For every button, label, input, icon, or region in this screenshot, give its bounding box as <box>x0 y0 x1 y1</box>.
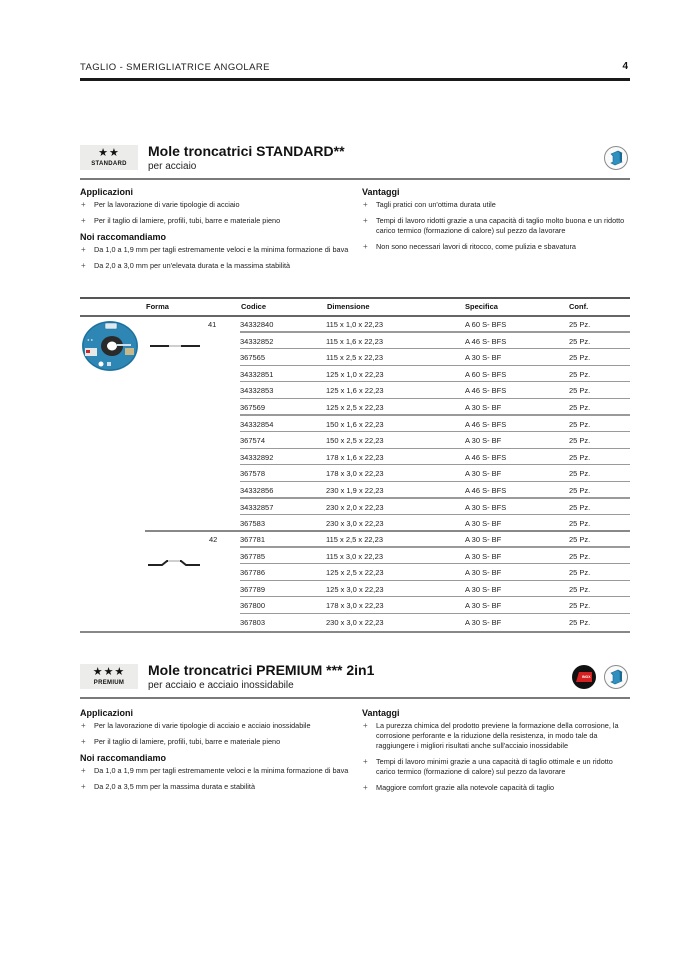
page-number: 4 <box>622 61 628 72</box>
flat-disc-profile-icon <box>150 343 200 349</box>
cell-dimensione: 125 x 1,0 x 22,23 <box>326 369 384 379</box>
section-title: Mole troncatrici STANDARD** <box>148 143 345 159</box>
list-item: + Tempi di lavoro ridotti grazie a una capacità di taglio molto buona e un ridotto carico termico (formazione di calore) sul pezzo da lavorare <box>362 216 630 236</box>
list-item: + Da 2,0 a 3,0 mm per un'elevata durata e la massima stabilità <box>80 261 362 271</box>
cell-specifica: A 30 S- BF <box>465 353 502 363</box>
section-header <box>80 659 630 695</box>
table-row <box>240 614 630 631</box>
cell-dimensione: 115 x 1,0 x 22,23 <box>326 320 383 329</box>
cell-conf: 25 Pz. <box>569 452 591 462</box>
steel-beam-icon <box>604 665 628 689</box>
cell-codice: 34332840 <box>240 320 274 329</box>
cell-dimensione: 150 x 2,5 x 22,23 <box>326 436 384 446</box>
section-subtitle: per acciaio e acciaio inossidabile <box>148 680 294 691</box>
cutting-disc-image <box>81 320 139 372</box>
cell-specifica: A 30 S- BF <box>465 617 502 627</box>
table-group-41 <box>240 316 630 532</box>
cell-conf: 25 Pz. <box>569 369 591 379</box>
cell-codice: 34332852 <box>240 336 274 346</box>
cell-conf: 25 Pz. <box>569 419 591 429</box>
cell-codice: 34332856 <box>240 485 274 495</box>
raccomandiamo-list <box>80 766 362 792</box>
svg-text:★ ★: ★ ★ <box>87 338 94 342</box>
cell-dimensione: 230 x 3,0 x 22,23 <box>326 617 384 627</box>
cell-codice: 367574 <box>240 436 266 446</box>
cell-specifica: A 30 S- BF <box>465 402 502 412</box>
table-row <box>240 531 630 548</box>
cell-dimensione: 230 x 1,9 x 22,23 <box>326 485 384 495</box>
table-row <box>240 382 630 399</box>
applicazioni-list <box>80 721 362 747</box>
cell-dimensione: 230 x 2,0 x 22,23 <box>326 502 384 512</box>
section-rule <box>80 697 630 699</box>
list-item: + Tempi di lavoro minimi grazie a una capacità di taglio ottimale e un ridotto carico termico (formazione di calore) sul pezzo da lavorare <box>362 757 630 777</box>
applicazioni-list <box>80 200 362 226</box>
table-row <box>240 564 630 581</box>
section-subtitle: per acciaio <box>148 161 197 172</box>
section-premium <box>80 659 630 695</box>
section-standard-details <box>80 187 630 277</box>
table-row <box>240 349 630 366</box>
cell-dimensione: 125 x 2,5 x 22,23 <box>326 402 384 412</box>
cell-conf: 25 Pz. <box>569 336 591 346</box>
cell-dimensione: 115 x 3,0 x 22,23 <box>326 551 383 561</box>
section-premium-details <box>80 708 630 799</box>
standard-badge <box>80 145 138 170</box>
cell-conf: 25 Pz. <box>569 617 591 627</box>
cell-specifica: A 46 S- BFS <box>465 386 507 396</box>
applicazioni-heading: Applicazioni <box>80 187 134 197</box>
vantaggi-heading: Vantaggi <box>362 708 400 718</box>
section-title: Mole troncatrici PREMIUM *** 2in1 <box>148 662 375 678</box>
table-row <box>240 515 630 532</box>
cell-specifica: A 60 S- BFS <box>465 320 507 329</box>
cell-codice: 34332851 <box>240 369 274 379</box>
cell-codice: 34332892 <box>240 452 274 462</box>
cell-specifica: A 30 S- BF <box>465 601 502 611</box>
cell-codice: 34332854 <box>240 419 274 429</box>
raccomandiamo-list <box>80 245 362 271</box>
vantaggi-heading: Vantaggi <box>362 187 400 197</box>
cell-conf: 25 Pz. <box>569 402 591 412</box>
cell-codice: 367565 <box>240 353 266 363</box>
cell-conf: 25 Pz. <box>569 386 591 396</box>
shape-type-42: 42 <box>209 535 218 544</box>
table-row <box>240 581 630 598</box>
vantaggi-list <box>362 200 630 252</box>
table-row <box>240 316 630 333</box>
vantaggi-list <box>362 721 630 793</box>
list-item: + Per il taglio di lamiere, profili, tubi, barre e materiale pieno <box>80 216 362 226</box>
cell-conf: 25 Pz. <box>569 535 591 544</box>
shape-type-41: 41 <box>208 320 217 329</box>
cell-specifica: A 30 S- BF <box>465 519 502 529</box>
cell-specifica: A 46 S- BFS <box>465 419 507 429</box>
list-item: + Tagli pratici con un'ottima durata utile <box>362 200 630 210</box>
raccomandiamo-heading: Noi raccomandiamo <box>80 753 167 763</box>
right-column <box>362 708 630 799</box>
cell-conf: 25 Pz. <box>569 502 591 512</box>
table-row <box>240 597 630 614</box>
header-rule <box>80 78 630 81</box>
table-row <box>240 333 630 350</box>
cell-codice: 367569 <box>240 402 266 412</box>
right-column <box>362 187 630 277</box>
cell-codice: 367781 <box>240 535 266 544</box>
col-header-codice: Codice <box>241 302 267 311</box>
cell-specifica: A 30 S- BF <box>465 469 502 479</box>
badge-label: STANDARD <box>91 161 127 167</box>
cell-dimensione: 125 x 3,0 x 22,23 <box>326 584 384 594</box>
cell-dimensione: 150 x 1,6 x 22,23 <box>326 419 384 429</box>
table-row <box>240 416 630 433</box>
cell-dimensione: 125 x 1,6 x 22,23 <box>326 386 384 396</box>
applicazioni-heading: Applicazioni <box>80 708 134 718</box>
list-item: + Maggiore comfort grazie alla notevole capacità di taglio <box>362 783 630 793</box>
list-item: + Per la lavorazione di varie tipologie di acciaio <box>80 200 362 210</box>
list-item: + Non sono necessari lavori di ritocco, come pulizia e sbavatura <box>362 242 630 252</box>
cell-dimensione: 178 x 3,0 x 22,23 <box>326 601 384 611</box>
cell-specifica: A 30 S- BF <box>465 551 502 561</box>
cell-conf: 25 Pz. <box>569 601 591 611</box>
cell-specifica: A 30 S- BF <box>465 535 502 544</box>
table-row <box>240 548 630 565</box>
list-item: + Per il taglio di lamiere, profili, tubi, barre e materiale pieno <box>80 737 362 747</box>
cell-codice: 367578 <box>240 469 266 479</box>
cell-specifica: A 30 S- BF <box>465 436 502 446</box>
cell-conf: 25 Pz. <box>569 584 591 594</box>
col-header-forma: Forma <box>146 302 169 311</box>
list-item: + Per la lavorazione di varie tipologie di acciaio e acciaio inossidabile <box>80 721 362 731</box>
cell-specifica: A 46 S- BFS <box>465 485 507 495</box>
table-row <box>240 482 630 499</box>
cell-conf: 25 Pz. <box>569 320 591 329</box>
cell-specifica: A 30 S- BF <box>465 568 502 578</box>
section-rule <box>80 178 630 180</box>
list-item: + Da 2,0 a 3,5 mm per la massima durata e stabilità <box>80 782 362 792</box>
badge-label: PREMIUM <box>93 680 125 686</box>
cell-dimensione: 125 x 2,5 x 22,23 <box>326 568 384 578</box>
cell-conf: 25 Pz. <box>569 485 591 495</box>
cell-conf: 25 Pz. <box>569 469 591 479</box>
section-standard <box>80 140 630 176</box>
depressed-center-profile-icon <box>148 558 200 568</box>
table-row <box>240 499 630 516</box>
cell-specifica: A 60 S- BFS <box>465 369 507 379</box>
section-header <box>80 140 630 176</box>
cell-codice: 367583 <box>240 519 266 529</box>
col-header-specifica: Specifica <box>465 302 498 311</box>
table-row <box>240 432 630 449</box>
table-row <box>240 449 630 466</box>
cell-codice: 367789 <box>240 584 266 594</box>
stars-icon: ★★★ <box>92 666 126 678</box>
cell-dimensione: 115 x 1,6 x 22,23 <box>326 336 383 346</box>
cell-specifica: A 46 S- BFS <box>465 336 507 346</box>
steel-beam-icon <box>604 146 628 170</box>
cell-conf: 25 Pz. <box>569 519 591 529</box>
left-column <box>80 708 362 799</box>
raccomandiamo-heading: Noi raccomandiamo <box>80 232 167 242</box>
table-bottom-rule <box>80 631 630 633</box>
table-header <box>80 299 630 315</box>
list-item: + Da 1,0 a 1,9 mm per tagli estremamente veloci e la minima formazione di bava <box>80 245 362 255</box>
cell-codice: 34332857 <box>240 502 274 512</box>
cell-codice: 34332853 <box>240 386 274 396</box>
cell-conf: 25 Pz. <box>569 551 591 561</box>
cell-codice: 367800 <box>240 601 266 611</box>
cell-conf: 25 Pz. <box>569 568 591 578</box>
cell-dimensione: 178 x 1,6 x 22,23 <box>326 452 384 462</box>
table-row <box>240 465 630 482</box>
list-item: + La purezza chimica del prodotto previene la formazione della corrosione, la corrosione perforante e la riduzione della resistenza, in modo tale da raggiungere i migliori risultati anche sull'acciaio inossidabile <box>362 721 630 751</box>
cell-conf: 25 Pz. <box>569 436 591 446</box>
cell-dimensione: 230 x 3,0 x 22,23 <box>326 519 384 529</box>
col-header-conf: Conf. <box>569 302 589 311</box>
cell-specifica: A 30 S- BFS <box>465 502 507 512</box>
svg-text:INOX: INOX <box>582 675 591 679</box>
premium-badge <box>80 664 138 689</box>
cell-conf: 25 Pz. <box>569 353 591 363</box>
inox-icon <box>572 665 596 689</box>
cell-dimensione: 115 x 2,5 x 22,23 <box>326 535 383 544</box>
list-item: + Da 1,0 a 1,9 mm per tagli estremamente veloci e la minima formazione di bava <box>80 766 362 776</box>
col-header-dimensione: Dimensione <box>327 302 370 311</box>
cell-dimensione: 115 x 2,5 x 22,23 <box>326 353 383 363</box>
stars-icon: ★★ <box>98 147 120 159</box>
page-header <box>80 60 630 84</box>
cell-codice: 367785 <box>240 551 266 561</box>
page-title: TAGLIO - SMERIGLIATRICE ANGOLARE <box>80 62 270 73</box>
cell-codice: 367803 <box>240 617 266 627</box>
table-row <box>240 366 630 383</box>
cell-codice: 367786 <box>240 568 266 578</box>
left-column <box>80 187 362 277</box>
cell-specifica: A 30 S- BF <box>465 584 502 594</box>
cell-specifica: A 46 S- BFS <box>465 452 507 462</box>
cell-dimensione: 178 x 3,0 x 22,23 <box>326 469 384 479</box>
table-group-42 <box>240 531 630 631</box>
table-row <box>240 399 630 416</box>
